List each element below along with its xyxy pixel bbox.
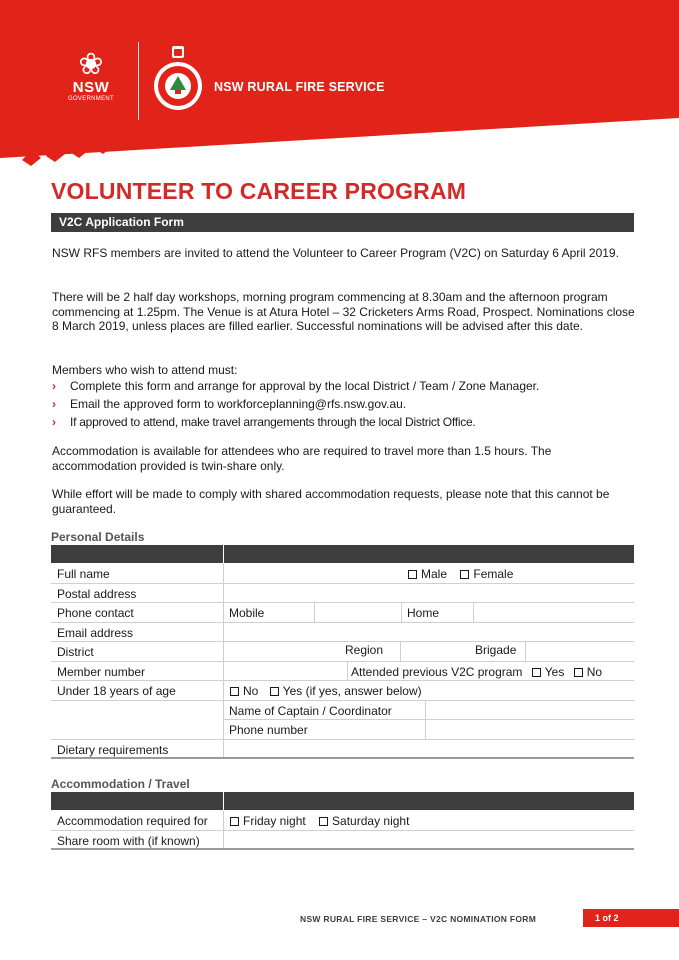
table-row [51, 831, 634, 851]
checkbox-icon [230, 687, 239, 696]
checkbox-icon [319, 817, 328, 826]
nsw-government-logo [60, 50, 122, 103]
under-18-label: Under 18 years of age [57, 684, 176, 698]
email-label: Email address [57, 625, 134, 640]
email-input[interactable] [228, 624, 628, 641]
table-row [51, 603, 634, 623]
table-row [51, 564, 634, 584]
table-row [51, 662, 634, 682]
member-number-input[interactable] [228, 663, 343, 680]
bullet-text: If approved to attend, make travel arrangements through the local District Office. [70, 415, 476, 429]
table-row [51, 681, 634, 701]
mobile-input[interactable] [318, 604, 398, 621]
attended-previous-label: Attended previous V2C program [351, 664, 523, 679]
table-header-bar [51, 792, 634, 810]
postal-address-input[interactable] [228, 585, 628, 602]
captain-phone-label: Phone number [229, 723, 308, 737]
accommodation-table [51, 811, 634, 850]
share-room-label: Share room with (if known) [57, 833, 200, 848]
brigade-input[interactable] [529, 643, 629, 660]
share-room-input[interactable] [228, 832, 628, 849]
accommodation-required-label: Accommodation required for [57, 814, 208, 828]
table-row [51, 623, 634, 643]
phone-contact-label: Phone contact [57, 606, 134, 620]
region-label: Region [345, 643, 384, 657]
full-name-input[interactable] [228, 565, 403, 582]
table-row [51, 720, 634, 740]
postal-address-label: Postal address [57, 586, 137, 601]
chevron-right-icon: › [52, 379, 56, 393]
home-phone-input[interactable] [477, 604, 627, 621]
captain-coordinator-input[interactable] [429, 702, 629, 719]
district-input[interactable] [228, 643, 338, 660]
dietary-input[interactable] [228, 741, 628, 758]
checkbox-icon [532, 668, 541, 677]
full-name-label: Full name [57, 567, 110, 581]
checkbox-icon [230, 817, 239, 826]
logo-divider [138, 42, 139, 120]
org-name: NSW RURAL FIRE SERVICE [214, 80, 385, 94]
under-18-yes-option[interactable]: Yes (if yes, answer below) [270, 684, 422, 698]
personal-details-heading: Personal Details [51, 530, 145, 544]
dietary-label: Dietary requirements [57, 742, 169, 757]
bullet-text: Email the approved form to workforceplanning@rfs.nsw.gov.au. [70, 397, 407, 411]
attended-yes-option[interactable]: Yes [532, 665, 565, 679]
captain-coordinator-label: Name of Captain / Coordinator [229, 703, 392, 718]
intro-paragraph-3: Members who wish to attend must: [52, 363, 238, 377]
checkbox-icon [460, 570, 469, 579]
table-row [51, 740, 634, 760]
checkbox-icon [270, 687, 279, 696]
female-option[interactable]: Female [460, 567, 513, 581]
home-label: Home [407, 606, 440, 620]
bullet-text: Complete this form and arrange for approval by the local District / Team / Zone Manager. [70, 379, 540, 393]
member-number-label: Member number [57, 664, 146, 679]
page-title: VOLUNTEER TO CAREER PROGRAM [51, 178, 467, 204]
rfs-badge-icon [153, 46, 203, 114]
captain-phone-input[interactable] [429, 721, 629, 738]
table-row [51, 701, 634, 721]
brigade-label: Brigade [475, 643, 517, 657]
friday-night-option[interactable]: Friday night [230, 814, 306, 828]
saturday-night-option[interactable]: Saturday night [319, 814, 409, 828]
intro-paragraph-5: While effort will be made to comply with shared accommodation requests, please note that this cannot be guaranteed. [52, 487, 610, 516]
table-row [51, 811, 634, 831]
personal-details-table [51, 564, 634, 759]
nsw-logo-text: NSW [72, 79, 110, 96]
form-section-bar: V2C Application Form [51, 213, 634, 232]
chevron-right-icon: › [52, 397, 56, 411]
waratah-icon: ❀ [78, 48, 104, 81]
table-header-bar [51, 545, 634, 563]
region-input[interactable] [404, 643, 469, 660]
district-label: District [57, 645, 94, 659]
male-option[interactable]: Male [408, 567, 447, 581]
chevron-right-icon: › [52, 415, 56, 429]
intro-paragraph-4: Accommodation is available for attendees who are required to travel more than 1.5 hours. The accommodation provided is twin-share only. [52, 444, 552, 473]
intro-paragraph-1: NSW RFS members are invited to attend the Volunteer to Career Program (V2C) on Saturday 6 April 2019. [52, 246, 619, 260]
checkbox-icon [574, 668, 583, 677]
table-row [51, 642, 634, 662]
attended-no-option[interactable]: No [574, 665, 602, 679]
checkbox-icon [408, 570, 417, 579]
accommodation-heading: Accommodation / Travel [51, 777, 190, 791]
page-number-badge: 1 of 2 [583, 909, 679, 927]
mobile-label: Mobile [229, 606, 265, 620]
intro-paragraph-2: There will be 2 half day workshops, morning program commencing at 8.30am and the afternoon program commencing at 1.25pm. The Venue is at Atura Hotel – 32 Cricketers Arms Road, Prospect. Nominations close 8 March 2019, unless places are filled earlier. Successful nominations will be advised after this date. [52, 290, 635, 333]
footer-text: NSW RURAL FIRE SERVICE – V2C NOMINATION FORM [300, 914, 537, 924]
table-row [51, 584, 634, 604]
under-18-no-option[interactable]: No [230, 684, 258, 698]
nsw-logo-sub: GOVERNMENT [67, 96, 114, 102]
